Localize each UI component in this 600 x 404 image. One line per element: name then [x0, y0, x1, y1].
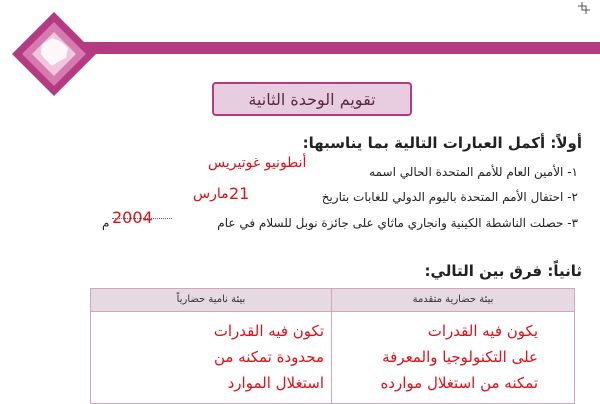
question-2: ٢- احتفال الأمم المتحدة باليوم الدولي للغابات بتاريخ	[321, 190, 578, 204]
answer-2-month: مارس	[193, 186, 229, 202]
kuwait-map-logo-icon	[8, 8, 100, 100]
advanced-cell-2: على التكنولوجيا والمعرفة	[382, 348, 538, 366]
page-title-text: تقويم الوحدة الثانية	[248, 89, 376, 109]
question-3: ٣- حصلت الناشطة الكينية وانجاري ماثاي على جائزة نوبل للسلام في عام	[217, 216, 578, 230]
section2-heading: ثانياً: فرق بين التالي:	[424, 262, 582, 280]
answer-1: أنطونيو غوتيريس	[208, 155, 307, 171]
developing-cell-2: محدودة تمكنه من	[213, 348, 324, 366]
developing-cell-1: تكون فيه القدرات	[213, 322, 324, 340]
corner-mark-icon	[578, 2, 590, 14]
page-title	[212, 82, 412, 116]
advanced-cell-1: يكون فيه القدرات	[427, 322, 538, 340]
column-header-advanced: بيئة حضارية متقدمة	[412, 294, 494, 305]
column-header-developing: بيئة نامية حضارياً	[176, 294, 246, 305]
answer-2-day: 21	[229, 184, 250, 203]
answer-3-suffix: م	[102, 216, 110, 230]
section1-heading: أولاً: أكمل العبارات التالية بما يناسبها:	[302, 134, 582, 152]
header-stripe	[52, 42, 600, 54]
question-1: ١- الأمين العام للأمم المتحدة الحالي اسمه	[369, 165, 578, 179]
table-header-line	[91, 311, 574, 312]
advanced-cell-3: تمكنه من استغلال موارده	[380, 374, 538, 392]
answer-3: 2004	[112, 208, 153, 227]
developing-cell-3: استغلال الموارد	[227, 374, 324, 392]
